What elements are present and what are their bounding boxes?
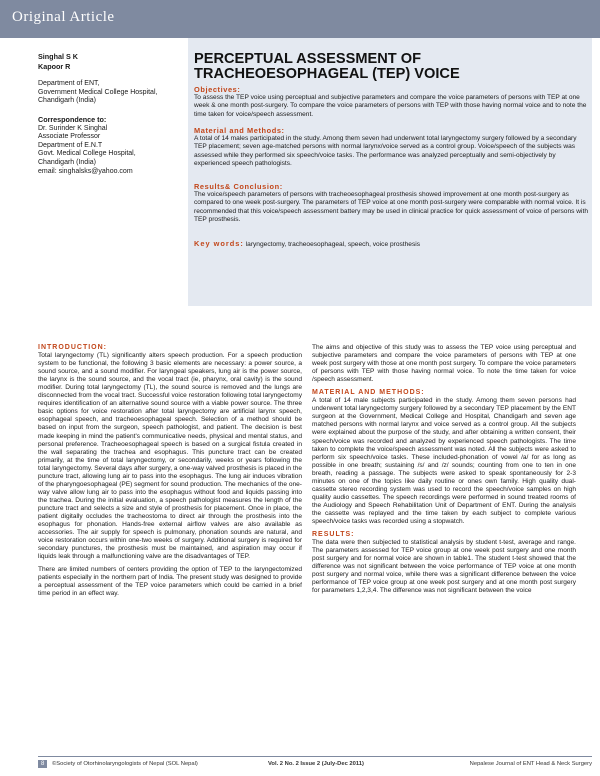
- abstract-methods: [194, 127, 588, 168]
- volume-info: Vol. 2 No. 2 Issue 2 (July-Dec 2011): [268, 761, 364, 767]
- author-name: Singhal S K: [38, 52, 78, 61]
- body-column-left: [38, 344, 302, 603]
- header-banner: [0, 0, 600, 38]
- affiliation: [38, 80, 157, 106]
- keywords-text: laryngectomy, tracheoesophageal, speech, voice prosthesis: [245, 241, 421, 248]
- body-column-right: [312, 344, 576, 600]
- introduction-heading: INTRODUCTION:: [38, 344, 107, 351]
- page-number: 8: [38, 760, 47, 768]
- article-type-label: Original Article: [12, 9, 115, 25]
- correspondence-line: Dr. Surinder K Singhal: [38, 124, 108, 132]
- results-heading: Results& Conclusion:: [194, 182, 283, 191]
- correspondence-line: Associate Professor: [38, 133, 101, 141]
- correspondence-heading: Correspondence to:: [38, 115, 107, 124]
- abstract-results: [194, 183, 588, 224]
- keywords: [194, 240, 588, 249]
- affiliation-line: Government Medical College Hospital,: [38, 88, 158, 96]
- correspondence-line: Govt. Medical College Hospital,: [38, 150, 136, 158]
- correspondence-line: Chandigarh (India): [38, 158, 96, 166]
- objectives-heading: Objectives:: [194, 85, 241, 94]
- aims-paragraph: The aims and objective of this study was to assess the TEP voice using perceptual and subjective parameters and compare the voice parameters of persons with TEP at one week post surgery with those at one month post surgery. To compare the voice parameters of persons with TEP with those having normal voice. To note the time taken for voice /speech assessment.: [312, 344, 576, 384]
- results-paragraph: The data were then subjected to statistical analysis by student t-test, average and range. The parameters assessed for TEP voice group at one week post surgery and one month post surgery and for normal voice are shown in table1. The student t-test showed that the difference was not significant between the voice performance of TEP voice at one month post surgery and normal voice, while there was a significant difference between the voice performance of TEP voice group at one week post surgery and at one month post surgery for parameters 1,2,3,4. The difference was not significant between the voice: [312, 539, 576, 595]
- correspondence: [38, 116, 136, 176]
- correspondence-line: Department of E.N.T: [38, 141, 103, 149]
- footer-divider: [38, 756, 592, 757]
- objectives-text: To assess the TEP voice using perceptual and subjective parameters and compare the voice parameters of persons with TEP at one week & one month post-surgery. To compare the voice parameters of persons with TEP with those having normal voice and to note the time taken for voice/speech assessment.: [194, 94, 587, 118]
- affiliation-line: Department of ENT,: [38, 80, 100, 87]
- journal-name: Nepalese Journal of ENT Head & Neck Surgery: [469, 761, 592, 767]
- article-title: PERCEPTUAL ASSESSMENT OF TRACHEOESOPHAGEAL (TEP) VOICE: [194, 51, 460, 82]
- author-name: Kapoor R: [38, 62, 71, 71]
- society-credit: ©Society of Otorhinolaryngologists of Nepal (SOL Nepal): [52, 761, 198, 767]
- author-list: [38, 52, 78, 72]
- results-text: The voice/speech parameters of persons with tracheoesophageal prosthesis showed improvement at one month post-surgery as compared to one week post-surgery. The parameters of TEP voice at one month post-surgery were comparable with normal voice. It is recommended that this voice/speech assessment battery may be used in clinical practice for quick assessment of voice of persons with TEP prosthesis.: [194, 191, 588, 223]
- results-section-heading: RESULTS:: [312, 531, 355, 539]
- introduction-paragraph: Total laryngectomy (TL) significantly alters speech production. For a speech production system to be functional, the following 3 basic elements are necessary: a power source, a sound source, and a sound modifier. For laryngeal speakers, lung air is the power source, the larynx is the sound source, and the vocal tract (ie, pharynx, oral cavity) is the sound modifier. During total laryngectomy (TL), the sound source is removed and the lungs are disconnected from the vocal tract. Successful voice restoration following total laryngectomy requires identification of an alternative sound source with a viable power source. The three basic options for voice restoration after total laryngectomy are artificial larynx speech, esophageal speech, and tracheoesophageal speech. Selection of a method should be based on input from the surgeon, speech pathologist, and patient. The decision is best made keeping in mind the patient's communicative needs, physical and mental status, and personal preference. Tracheoesophageal speech is based on a surgical fistula created in the wall separating the trachea and esophagus. This puncture tract can be created primarily, at the time of total laryngectomy, or secondarily, weeks or years following the total laryngectomy. Several days after surgery, a one-way valved prosthesis is placed in the puncture tract, allowing lung air to pass into the esophagus. The lung air induces vibration of the pharyngoesophageal (PE) segment for sound production. The mechanics of the one-way valve allow lung air to pass into the esophagus without food and liquids passing into the trachea. During the initial evaluation, a speech pathologist measures the length of the puncture tract and selects a size and style of prosthesis for placement. Once in place, the patient digitally occludes the tracheostoma to direct air through the prosthesis into the esophagus for phonation. Hands-free external airflow valves are also available as accessories. The air supply for speech is pulmonary, phonation sounds are natural, and voice restoration occurs within one-two weeks of surgery. Additional surgery is required for secondary punctures, the prosthesis must be maintained, and aspiration may occur if liquids leak through a malfunctioning valve are the disadvantages of TEP.: [38, 352, 302, 561]
- affiliation-line: Chandigarh (India): [38, 97, 96, 105]
- introduction-paragraph: There are limited numbers of centers providing the option of TEP to the laryngectomized patients especially in the northern part of India. The present study was designed to provide a perceptual assessment of the TEP voice parameters which could be carried in a brief time period in an effect way.: [38, 566, 302, 598]
- methods-section-heading: MATERIAL AND METHODS:: [312, 389, 425, 397]
- abstract-objectives: [194, 86, 588, 119]
- keywords-heading: Key words:: [194, 239, 244, 248]
- methods-text: A total of 14 males participated in the study. Among them seven had underwent total laryngectomy surgery followed by a secondary TEP placement; seven age-matched persons with normal larynx/voice served as a control group. Voice/speech of the subjects was assessed while they performed six speech/voice tasks. The performance was analyzed perceptually and semi-objectively by experienced speech pathologists.: [194, 135, 577, 167]
- methods-heading: Material and Methods:: [194, 126, 285, 135]
- correspondence-email[interactable]: email: singhalsks@yahoo.com: [38, 167, 133, 175]
- methods-paragraph: A total of 14 male subjects participated in the study. Among them seven persons had underwent total laryngectomy surgery followed by a secondary TEP placement by the ENT surgeon at the Government, Medical College and Hospital, Chandigarh and seven age matched persons with normal larynx and voice served as a control group. All the subjects were explained about the purpose of the study, and after obtaining a written consent, their speech/voice was recorded and analyzed by experienced speech pathologists. The time taken to complete the voice/speech assessment was noted. All the subjects were asked to perform six speech/voice tasks. These included-phonation of vowel /a/ for as long as possible in one breath; sustaining /s/ and /z/ sounds; counting from one to ten in one breath, reading a passage. The subjects were asked to speak spontaneously for 2-3 minutes on one of the topics like daily routine or ones own family. High quality dual-cassette stereo recording system was used to record the speech/voice samples on high quality audio cassettes. The speech recordings were performed in sound treated rooms of the Audiology and Speech Rehabilitation Unit of Department of ENT. During the analysis the cassette was replayed and the time taken by each subject to complete various speech/voice tasks was recorded using a stopwatch.: [312, 397, 576, 525]
